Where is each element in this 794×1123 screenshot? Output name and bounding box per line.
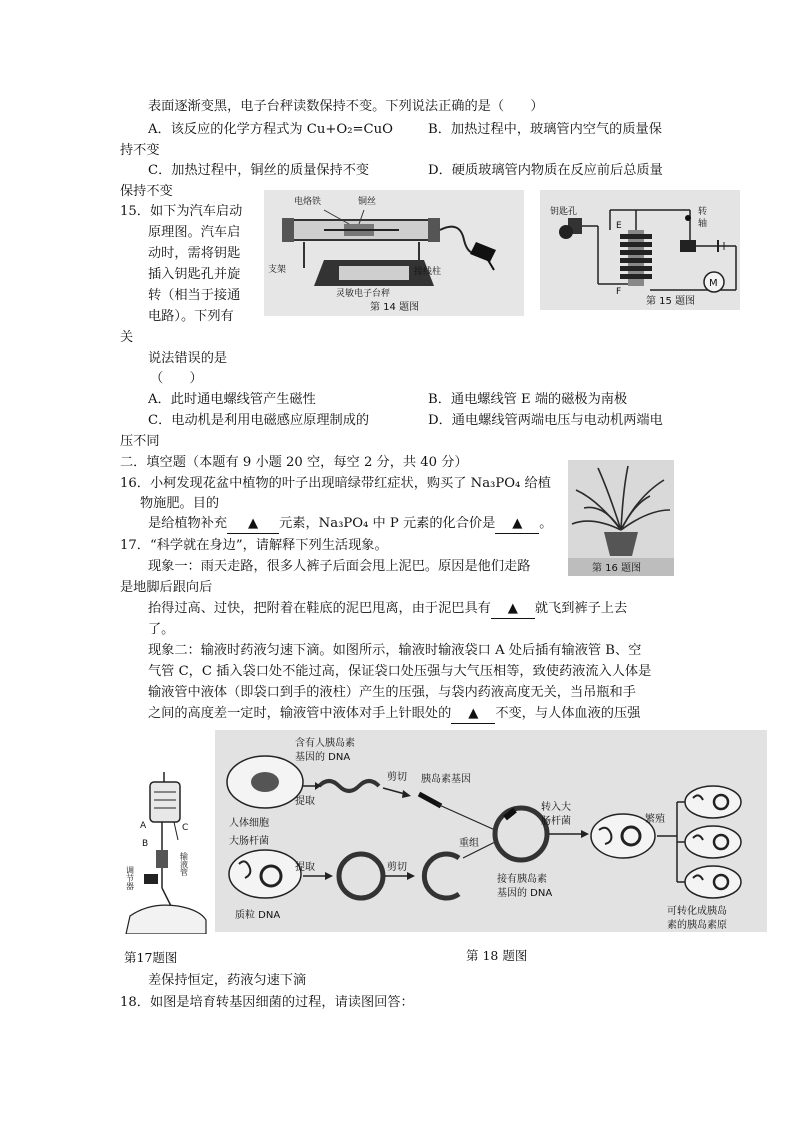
q17-text: 抬得过高、过快，把附着在鞋底的泥巴甩离，由于泥巴具有: [148, 601, 491, 616]
fig15-label-f: F: [616, 287, 622, 297]
answer-blank[interactable]: ▲: [491, 600, 535, 619]
fig15-label-motor: M: [709, 278, 718, 289]
section-title: 二．填空题（本题有 9 小题 20 空，每空 2 分，共 40 分）: [120, 455, 468, 470]
q16-text: 元素，Na₃PO₄ 中 P 元素的化合价是: [279, 516, 496, 531]
figure-14: [264, 190, 524, 316]
fig16-caption: 第 16 题图: [592, 563, 642, 574]
q17-line: [148, 705, 640, 724]
q17-line: 现象一：雨天走路，很多人裤子后面会甩上泥巴。原因是他们走路: [148, 559, 531, 574]
q17-line: 是地脚后跟向后: [120, 580, 213, 595]
fig14-caption: 第 14 题图: [370, 302, 420, 313]
fig18-label-output: 素的胰岛素原: [667, 920, 727, 931]
fig17-label-a: A: [140, 821, 147, 831]
figure-18: [215, 730, 767, 932]
q15-line: 转（相当于接通: [148, 288, 241, 303]
fig17-label-b: B: [142, 839, 149, 849]
q17-line: 输液管中液体（即袋口到手的液柱）产生的压强，与袋内药液高度无关，当吊瓶和手: [148, 685, 636, 700]
fig18-label-cut: 剪切: [387, 772, 407, 783]
q17-text: 不变，与人体血液的压强: [495, 706, 641, 721]
fig18-label-cut: 剪切: [387, 862, 407, 873]
fig18-label-extract: 提取: [295, 796, 315, 807]
fig15-caption: 第 15 题图: [646, 296, 696, 307]
q16-line: 16．小柯发现花盆中植物的叶子出现暗绿带红症状，购买了 Na₃PO₄ 给植: [120, 476, 551, 491]
fig14-label-scale: 灵敏电子台秤: [336, 289, 391, 299]
fig15-label-e: E: [616, 221, 622, 231]
q15-line: 电路）。下列有: [148, 309, 234, 324]
fig18-label-extract: 提取: [295, 862, 315, 873]
fig15-label-pivot: 轴: [698, 219, 708, 229]
fig18-label-recomb: 重组: [459, 838, 479, 849]
answer-blank[interactable]: ▲: [451, 705, 495, 724]
fig15-label-pivot: 转: [698, 207, 708, 217]
fig18-label-recombinant: 基因的 DNA: [497, 888, 553, 899]
q18-line: 18．如图是培育转基因细菌的过程，请读图回答：: [120, 995, 414, 1010]
answer-blank[interactable]: ▲: [227, 515, 279, 534]
fig14-label-post: 接线柱: [414, 267, 442, 277]
fig18-label-ecoli: 大肠杆菌: [229, 836, 269, 847]
q15-option-d: D．通电螺线管两端电压与电动机两端电: [428, 413, 663, 428]
q15-paren: （ ）: [150, 371, 203, 386]
q15-line: 说法错误的是: [148, 351, 228, 366]
q15-line: 动时，需将钥匙: [148, 246, 241, 261]
q15-option-d-cont: 压不同: [120, 434, 160, 449]
fig18-label-recombinant: 接有胰岛素: [497, 874, 547, 885]
figure-17: [120, 770, 208, 934]
fig18-label-dna: 含有人胰岛素: [295, 738, 355, 749]
q17-line: 现象二：输液时药液匀速下滴。如图所示，输液时输液袋口 A 处后插有输液管 B、空: [148, 643, 642, 658]
q17-text: 就飞到裤子上去: [534, 601, 628, 616]
figure-15: [540, 190, 740, 310]
q16-text: 。: [539, 516, 553, 531]
q14-option-b-cont: 持不变: [120, 143, 160, 158]
q17-text: 之间的高度差一定时，输液管中液体对手上针眼处的: [148, 706, 452, 721]
fig18-label-plasmid: 质粒 DNA: [235, 910, 281, 921]
fig17-label-regulator: 调节器: [125, 866, 135, 890]
fig17-caption: 第17题图: [124, 950, 178, 965]
q15-option-a: A．此时通电螺线管产生磁性: [148, 392, 316, 407]
fig18-label-transfer: 肠杆菌: [541, 816, 571, 827]
fig18-label-dna: 基因的 DNA: [295, 752, 351, 763]
figure-16: [568, 460, 674, 576]
q17-line: 差保持恒定，药液匀速下滴: [148, 973, 307, 988]
fig14-label-wire: 铜丝: [358, 197, 377, 207]
fig18-caption: 第 18 题图: [466, 948, 528, 963]
fig18-label-transfer: 转入大: [541, 802, 571, 813]
fig14-label-stand: 支架: [268, 265, 287, 275]
fig18-label-output: 可转化成胰岛: [667, 906, 727, 917]
q15-line: 15．如下为汽车启动: [120, 204, 243, 219]
fig18-label-breed: 繁殖: [645, 814, 665, 825]
q17-line: 气管 C，C 插入袋口处不能过高，保证袋口处压强与大气压相等，致使药液流入人体是: [148, 664, 652, 679]
q16-line: 物施肥。目的: [140, 496, 220, 511]
answer-blank[interactable]: ▲: [495, 515, 539, 534]
fig15-label-keyhole: 钥匙孔: [550, 207, 578, 217]
q15-option-c: C．电动机是利用电磁感应原理制成的: [148, 413, 370, 428]
q14-option-b: B．加热过程中，玻璃管内空气的质量保: [428, 122, 662, 137]
q14-stem: 表面逐渐变黑，电子台秤读数保持不变。下列说法正确的是（ ）: [148, 99, 544, 114]
q14-option-c: C．加热过程中，铜丝的质量保持不变: [148, 163, 370, 178]
fig17-label-tube: 输液管: [179, 852, 189, 876]
q14-option-d-cont: 保持不变: [120, 184, 173, 199]
q15-option-b: B．通电螺线管 E 端的磁极为南极: [428, 392, 628, 407]
q17-line: 17．“科学就在身边”，请解释下列生活现象。: [120, 538, 388, 553]
fig14-label-heater: 电烙铁: [294, 197, 322, 207]
q15-line: 原理图。汽车启: [148, 225, 241, 240]
q17-line: [148, 600, 627, 619]
q16-line: [148, 515, 552, 534]
fig17-label-c: C: [182, 823, 189, 833]
q15-line: 关: [120, 330, 134, 345]
q14-option-d: D．硬质玻璃管内物质在反应前后总质量: [428, 163, 663, 178]
q17-line: 了。: [148, 622, 175, 637]
q16-text: 是给植物补充: [148, 516, 228, 531]
q15-line: 插入钥匙孔并旋: [148, 267, 241, 282]
fig18-label-cell: 人体细胞: [229, 818, 269, 829]
q14-option-a: A．该反应的化学方程式为 Cu+O₂=CuO: [148, 122, 393, 137]
fig18-label-gene: 胰岛素基因: [421, 774, 471, 785]
